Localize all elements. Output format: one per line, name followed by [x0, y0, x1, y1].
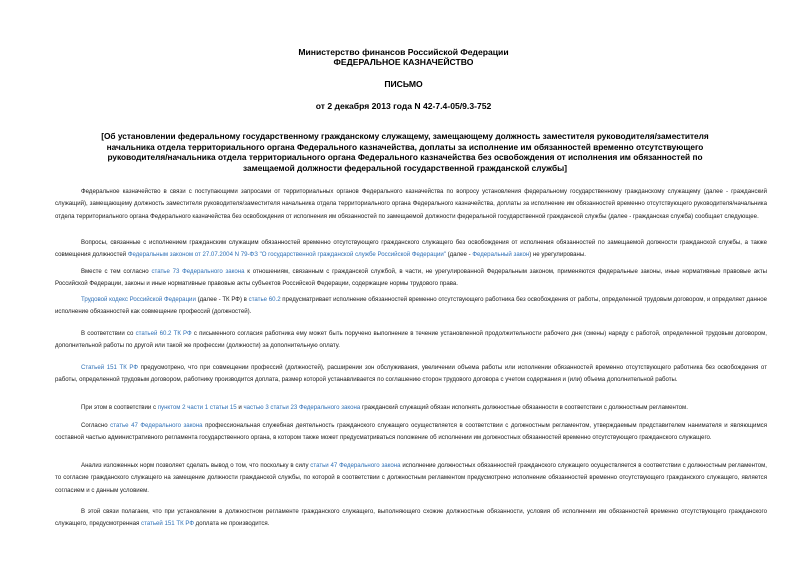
paragraph-text: Анализ изложенных норм позволяет сделать вывод о том, что поскольку в силу	[81, 462, 311, 469]
paragraph-1	[55, 186, 767, 223]
paragraph-text: (далее -	[445, 251, 473, 259]
paragraph-text: В соответствии со	[81, 330, 136, 337]
paragraph-text: Согласно	[81, 422, 111, 429]
document-link[interactable]: статье 73 Федерального закона	[151, 268, 245, 275]
document-date-number: от 2 декабря 2013 года N 42-7.4-05/9.3-752	[315, 101, 492, 111]
document-link[interactable]: Федеральным законом от 27.07.2004 N 79-ФЗ "О государственной гражданской службе Российской Федерации"	[127, 251, 446, 259]
document-link[interactable]: статьей 151 ТК РФ	[141, 520, 194, 528]
paragraph-6	[55, 362, 767, 387]
paragraph-text: с письменного согласия работника ему может быть поручено выполнение в течение установленной продолжительности рабочего дня (смены) наряду с работой, определенной трудовым договором, дополнительной работы по другой или такой же профессии (должности) за дополнительную оплату.	[55, 330, 767, 350]
paragraph-text: Вопросы, связанные с исполнением гражданским служащим обязанностей временно отсутствующего гражданского служащего без освобождения от исполнения обязанностей по замещаемой должности гражданской службы, а также совмещения должностей	[55, 239, 767, 259]
document-link[interactable]: статье 47 Федерального закона	[110, 422, 203, 429]
paragraph-text: исполнение должностных обязанностей гражданского служащего осуществляется в соответствии с должностным регламентом, то согласие гражданского служащего на замещение должности гражданской службы, по которой в соответствии с должностным регламентом предусмотрено исполнение обязанностей временно отсутствующего гражданского служащего, является согласием и с данным условием.	[55, 462, 768, 494]
paragraph-text: Вместе с тем согласно	[81, 268, 152, 275]
document-link[interactable]: Федеральный закон	[472, 251, 530, 259]
paragraph-text: гражданский служащий обязан исполнять должностные обязанности в соответствии с должностным регламентом.	[360, 404, 688, 411]
document-link[interactable]: статьи 47 Федерального закона	[310, 462, 401, 469]
document-title: [Об установлении федеральному государственному гражданскому служащему, замещающему должность заместителя руководителя/заместителя начальника отдела территориального органа Федерального казначейства, доплаты за исполнение им обязанностей временно отсутствующего руководителя/начальника отдела территориального органа Федерального казначейства без освобождения от исполнения им обязанностей по замещаемой должности федеральной государственной гражданской службы]	[101, 131, 709, 173]
paragraph-text: Федеральное казначейство в связи с поступающими запросами от территориальных органов Федерального казначейства по вопросу установления федеральному государственному гражданскому служащему (далее - гражданский служащий), замещающему должность заместителя руководителя/заместителя начальника отдела территориального органа Федерального казначейства, доплаты за исполнение им обязанностей временно отсутствующего руководителя/начальника отдела территориального органа Федерального казначейства без освобождения от исполнения им обязанностей по замещаемой должности федеральной государственной гражданской службы (далее - гражданская служба) сообщает следующее.	[55, 188, 767, 220]
paragraph-text: к отношениям, связанным с гражданской службой, в части, не урегулированной Федеральным законом, применяются федеральные законы, иные нормативные правовые акты Российской Федерации, законы и иные нормативные правовые акты субъектов Российской Федерации, содержащие нормы трудового права.	[55, 268, 768, 288]
paragraph-text: и	[236, 404, 244, 411]
document-link[interactable]: статье 60.2	[248, 296, 281, 303]
document-link[interactable]: Статьей 151 ТК РФ	[81, 364, 138, 371]
paragraph-8	[55, 420, 767, 445]
agency-name: ФЕДЕРАЛЬНОЕ КАЗНАЧЕЙСТВО	[333, 57, 474, 67]
paragraph-10	[55, 506, 767, 531]
paragraph-9	[55, 460, 767, 497]
document-link[interactable]: частью 3 статьи 23 Федерального закона	[243, 404, 361, 411]
document-link[interactable]: пунктом 2 части 1 статьи 15	[157, 404, 237, 411]
document-type: ПИСЬМО	[384, 79, 423, 89]
document-link[interactable]: Трудовой кодекс Российской Федерации	[81, 296, 196, 303]
paragraph-7	[55, 402, 767, 414]
document-link[interactable]: статьей 60.2 ТК РФ	[135, 330, 192, 337]
paragraph-3	[55, 266, 767, 291]
paragraph-text: В этой связи полагаем, что при установлении в должностном регламенте гражданского служащего, выполняющего схожие должностные обязанности, условия об исполнении им обязанностей временно отсутствующего гражданского служащего, предусмотренная	[55, 508, 767, 528]
ministry-name: Министерство финансов Российской Федерации	[298, 47, 509, 57]
paragraph-2	[55, 237, 767, 262]
paragraph-text: предусматривает исполнение обязанностей временно отсутствующего работника без освобождения от работы, определенной трудовым договором, и определяет данное исполнение обязанностей как совмещение профессий (должностей).	[55, 296, 768, 316]
paragraph-text: ) не урегулированы.	[529, 251, 586, 259]
paragraph-text: профессиональная служебная деятельность гражданского служащего осуществляется в соответствии с должностным регламентом, утверждаемым представителем нанимателя и являющимся составной частью административного регламента государственного органа, в котором также может предусматриваться положение об исполнении им должностных обязанностей временно отсутствующего гражданского служащего.	[55, 422, 767, 442]
paragraph-text: При этом в соответствии с	[81, 404, 158, 411]
paragraph-5	[55, 328, 767, 353]
paragraph-4	[55, 294, 767, 319]
paragraph-text: предусмотрено, что при совмещении профессий (должностей), расширении зон обслуживания, увеличении объема работы или исполнении обязанностей временно отсутствующего работника без освобождения от работы, определенной трудовым договором, работнику производится доплата, размер которой устанавливается по соглашению сторон трудового договора с учетом содержания и (или) объема дополнительной работы.	[55, 364, 767, 384]
paragraph-text: (далее - ТК РФ) в	[195, 296, 249, 303]
paragraph-text: доплата не производится.	[193, 520, 270, 528]
